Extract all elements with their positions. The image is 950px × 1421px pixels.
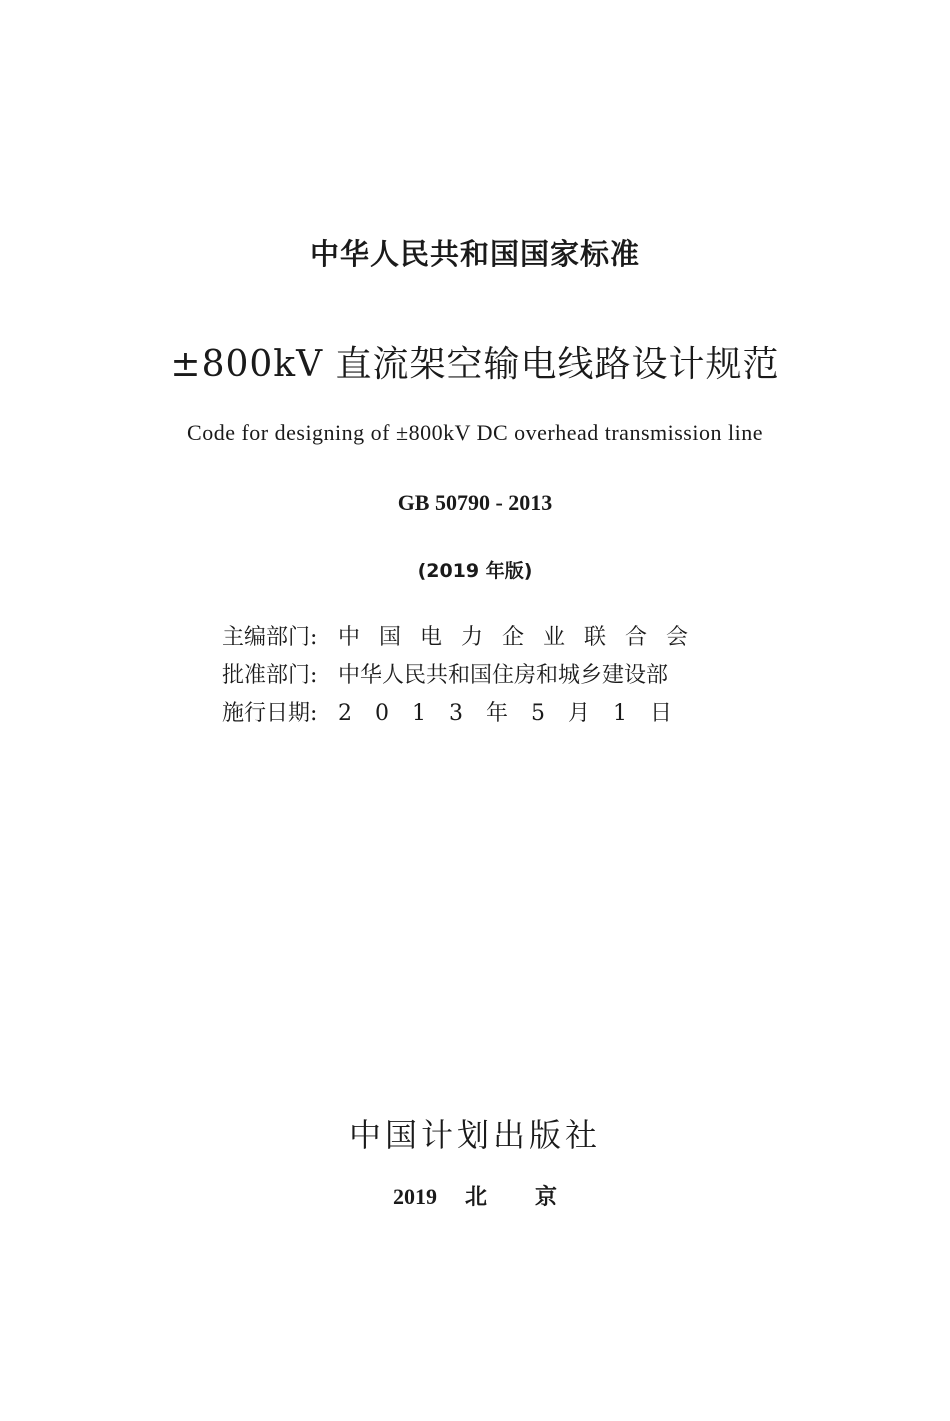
publisher-name: 中国计划出版社 (348, 1116, 601, 1154)
approver-row (222, 658, 722, 696)
publication-city: 北京 (464, 1185, 605, 1210)
publication-year: 2019 (392, 1184, 437, 1209)
effective-date-row (222, 696, 722, 734)
edition-label: (2019 年版) (417, 560, 533, 582)
approver-value: 中华人民共和国住房和城乡建设部 (338, 663, 669, 688)
effective-date-value: 2013年5月1日 (338, 701, 695, 726)
publication-info-block (222, 620, 722, 734)
editor-row (222, 620, 722, 658)
editor-value: 中国电力企业联合会 (338, 625, 708, 650)
approver-label: 批准部门: (222, 663, 318, 688)
standard-series-heading: 中华人民共和国国家标准 (309, 237, 640, 271)
editor-label: 主编部门: (222, 625, 318, 650)
document-title-english: Code for designing of ±800kV DC overhead transmission line (187, 420, 763, 445)
standard-number: GB 50790 - 2013 (397, 490, 553, 515)
effective-date-label: 施行日期: (222, 701, 318, 726)
publication-line (0, 1180, 950, 1211)
document-title-chinese: ±800kV 直流架空输电线路设计规范 (170, 344, 780, 385)
